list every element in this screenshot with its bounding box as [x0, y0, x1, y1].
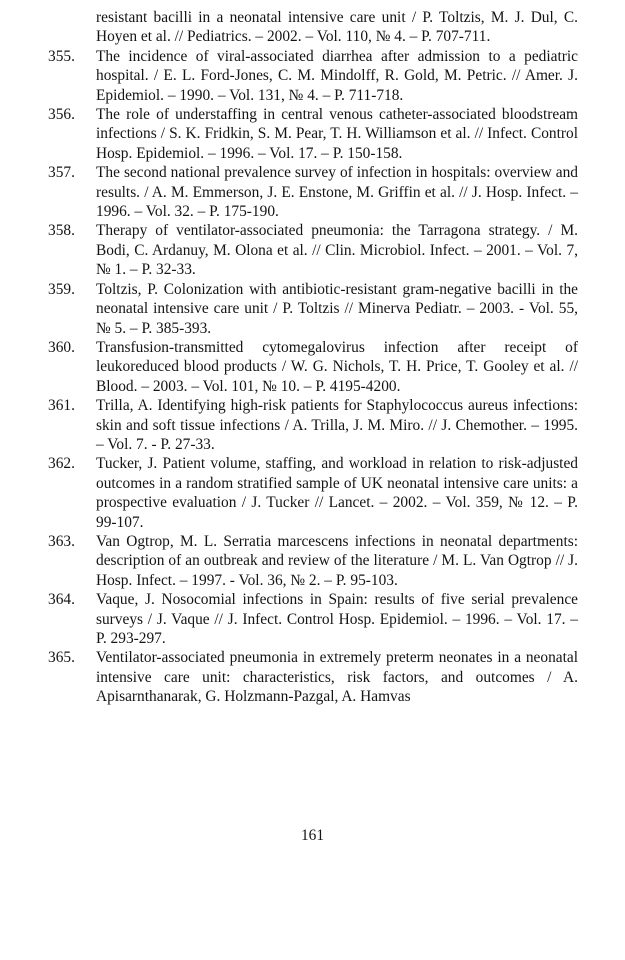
reference-entry: [48, 105, 578, 163]
reference-number: 364.: [48, 591, 75, 609]
reference-text: The second national prevalence survey of infection in hospitals: overview and results. / A. M. Emmerson, J. E. Enstone, M. Griffin et al. // J. Hosp. Infect. – 1996. – Vol. 32. – P. 175-190.: [96, 164, 578, 221]
reference-number: 359.: [48, 280, 75, 298]
reference-entry: [48, 338, 578, 396]
reference-number: 363.: [48, 532, 75, 550]
reference-entry: [48, 47, 578, 105]
reference-text: Van Ogtrop, M. L. Serratia marcescens infections in neonatal departments: description of an outbreak and review of the literature / M. L. Van Ogtrop // J. Hosp. Infect. – 1997. - Vol. 36, № 2. – P. 95-103.: [96, 532, 578, 589]
reference-text: Transfusion-transmitted cytomegalovirus infection after receipt of leukoreduced blood products / W. G. Nichols, T. H. Price, T. Gooley et al. // Blood. – 2003. – Vol. 101, № 10. – P. 4195-4200.: [96, 338, 578, 395]
reference-number: 355.: [48, 47, 75, 65]
reference-number: 357.: [48, 164, 75, 182]
reference-entry: [48, 648, 578, 706]
reference-number: 358.: [48, 222, 75, 240]
reference-entry: [48, 280, 578, 338]
reference-text: Toltzis, P. Colonization with antibiotic-resistant gram-negative bacilli in the neonatal intensive care unit / P. Toltzis // Minerva Pediatr. – 2003. - Vol. 55, № 5. – P. 385-393.: [96, 280, 578, 337]
reference-text: Tucker, J. Patient volume, staffing, and workload in relation to risk-adjusted outcomes in a random stratified sample of UK neonatal intensive care units: a prospective evaluation / J. Tucker // Lancet. – 2002. – Vol. 359, № 12. – P. 99-107.: [96, 455, 578, 531]
reference-number: 360.: [48, 338, 75, 356]
reference-number: 362.: [48, 455, 75, 473]
reference-text: The role of understaffing in central venous catheter-associated bloodstream infections / S. K. Fridkin, S. M. Pear, T. H. Williamson et al. // Infect. Control Hosp. Epidemiol. – 1996. – Vol. 17. – P. 150-158.: [96, 106, 578, 162]
reference-text: Therapy of ventilator-associated pneumonia: the Tarragona strategy. / M. Bodi, C. Ardanuy, M. Olona et al. // Clin. Microbiol. Infect. – 2001. – Vol. 7, № 1. – P. 32-33.: [96, 222, 578, 279]
reference-entry: [48, 590, 578, 648]
reference-number: 365.: [48, 649, 75, 667]
reference-entry: [48, 221, 578, 279]
reference-entry: [48, 454, 578, 532]
reference-text: resistant bacilli in a neonatal intensive care unit / P. Toltzis, M. J. Dul, C. Hoyen et al. // Pediatrics. – 2002. – Vol. 110, № 4. – P. 707-711.: [96, 9, 578, 46]
reference-text: Vaque, J. Nosocomial infections in Spain: results of five serial prevalence surveys / J. Vaque // J. Infect. Control Hosp. Epidemiol. – 1996. – Vol. 17. – P. 293-297.: [96, 591, 578, 647]
reference-number: 361.: [48, 397, 75, 415]
reference-text: The incidence of viral-associated diarrhea after admission to a pediatric hospital. / E. L. Ford-Jones, C. M. Mindolff, R. Gold, M. Petric. // Amer. J. Epidemiol. – 1990. – Vol. 131, № 4. – P. 711-718.: [96, 47, 578, 104]
reference-text: Trilla, A. Identifying high-risk patients for Staphylococcus aureus infections: skin and soft tissue infections / A. Trilla, J. M. Miro. // J. Chemother. – 1995. – Vol. 7. - P. 27-33.: [96, 397, 578, 453]
reference-entry: [48, 532, 578, 590]
reference-entry: [48, 8, 578, 47]
page-number: 161: [300, 827, 325, 844]
reference-text: Ventilator-associated pneumonia in extremely preterm neonates in a neonatal intensive care unit: characteristics, risk factors, and outcomes / A. Apisarnthanarak, G. Holzmann-Pazgal, A. Hamvas: [96, 649, 578, 706]
reference-entry: [48, 396, 578, 454]
reference-entry: [48, 163, 578, 221]
reference-list: [48, 8, 578, 707]
reference-number: 356.: [48, 106, 75, 124]
